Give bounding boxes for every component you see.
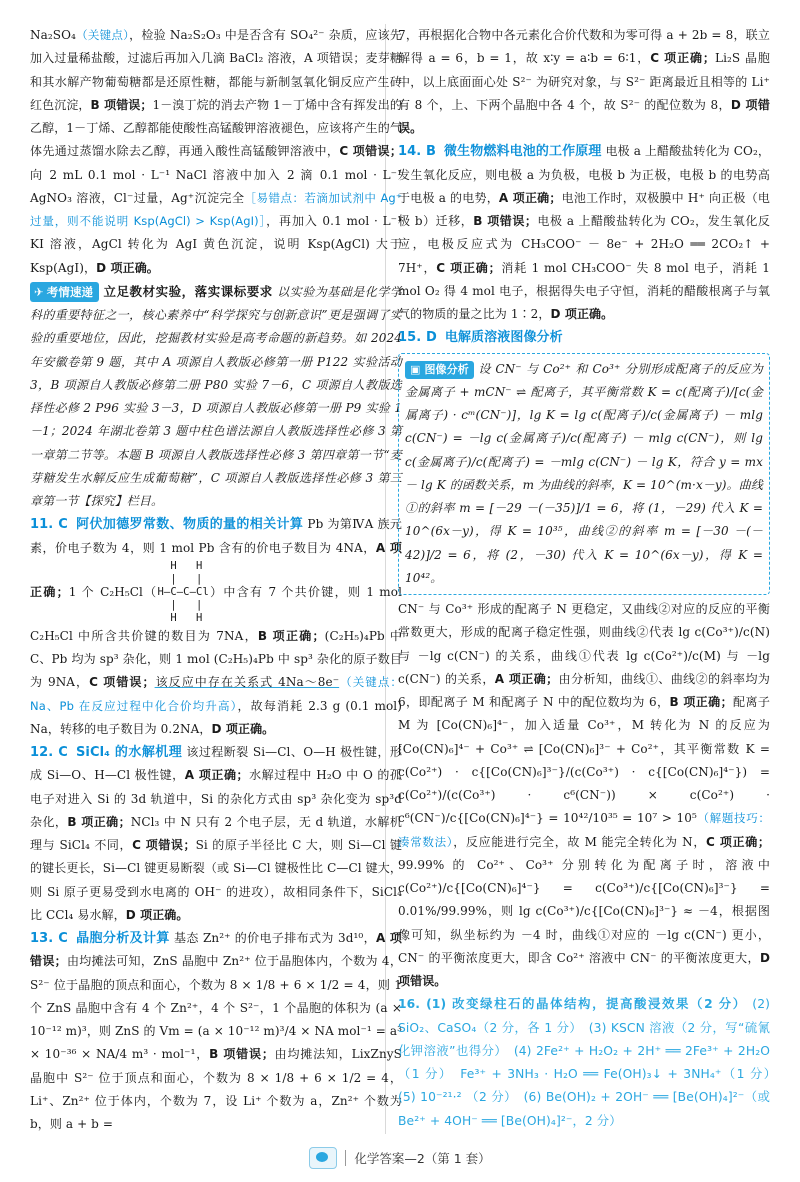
q10-explanation: Na₂SO₄（关键点），检验 Na₂S₂O₃ 中是否含有 SO₄²⁻ 杂质，应该先加入过量稀盐酸，过滤后再加入几滴 BaCl₂ 溶液，A 项错误；麦芽糖和其水解产物葡萄糖都是还原性糖，都能与新制氢氧化铜反应产生砖红色沉淀，B 项错误；1－溴丁烷的消去产物 1－丁烯中含有挥发出的乙醇，1－丁烯、乙醇都能使酸性高锰酸钾溶液褪色，应该将产生的气体先通过蒸馏水除去乙醇，再通入酸性高锰酸钾溶液中，C 项错误；向 2 mL 0.1 mol · L⁻¹ NaCl 溶液中加入 2 滴 0.1 mol · L⁻¹ AgNO₃ 溶液，Cl⁻过量，Ag⁺沉淀完全［易错点：若滴加试剂中 Ag⁺过量，则不能说明 Ksp(AgCl) > Ksp(AgI)］，再加入 0.1 mol · L⁻¹ KI 溶液，AgCl 转化为 AgI 黄色沉淀，说明 Ksp(AgCl) 大于 Ksp(AgI)，D 项正确。 <box>30 28 403 275</box>
footer-text: 化学答案—2（第 1 套） <box>354 1151 491 1166</box>
right-column <box>398 24 783 1133</box>
image-analysis-badge: ▣ 图像分析 <box>405 361 474 379</box>
paper-plane-icon: ✈ <box>34 284 44 299</box>
image-analysis-box: ▣ 图像分析 设 CN⁻ 与 Co²⁺ 和 Co³⁺ 分别形成配离子的反应为金属离子 + mCN⁻ ⇌ 配离子，其平衡常数 K = c(配离子)/[c(金属离子) · cᵐ(CN⁻)]，lg K = lg c(配离子)/c(金属离子) － mlg c(CN⁻) = －lg c(金属离子)/c(配离子) － mlg c(CN⁻)，则 lg c(金属离子)/c(配离子) = －mlg c(CN⁻) － lg K，符合 y = mx － lg K 的函数关系，m 为曲线的斜率，K = 10^(m·x－y)。曲线①的斜率 m = [－29 －(－35)]/1 = 6，将 (1，－29) 代入 K = 10^(6x－y)，得 K = 10³⁵，曲线②的斜率 m = [－30 －(－42)]/2 = 6，将 (2，－30) 代入 K = 10^(6x－y)，得 K = 10⁴²。 <box>398 353 770 596</box>
ethyl-chloride-structure: H H | | H—C—C—Cl | | H H <box>157 559 209 624</box>
q16-answer: 16. (1) 改变绿柱石的晶体结构，提高酸浸效果（2 分） (2) SiO₂、CaSO₄（2 分，各 1 分） (3) KSCN 溶液（2 分，写“硫氰化钾溶液”也得分） (4) 2Fe²⁺ + H₂O₂ + 2H⁺ ══ 2Fe³⁺ + 2H₂O（1 分） Fe³⁺ + 3NH₃ · H₂O ══ Fe(OH)₃↓ + 3NH₄⁺（1 分） (5) 10⁻²¹·² （2 分） (6) Be(OH)₂ + 2OH⁻ ══ [Be(OH)₄]²⁻（或 Be²⁺ + 4OH⁻ ══ [Be(OH)₄]²⁻，2 分） <box>398 997 783 1128</box>
q12-explanation: 12. C SiCl₄ 的水解机理 该过程断裂 Si—Cl、O—H 极性键，形成 Si—O、H—Cl 极性键，A 项正确；水解过程中 H₂O 中 O 的孤电子对进入 Si 的 3d 轨道中，Si 的杂化方式由 sp³ 杂化变为 sp³d 杂化，B 项正确；NCl₃ 中 N 只有 2 个电子层，无 d 轨道，水解机理与 SiCl₄ 不同，C 项错误；Si 的原子半径比 C 大，则 Si—Cl 键的键长更长，Si—Cl 键更易断裂（或 Si—Cl 键极性比 C—Cl 键大，则 Si 原子更易受到水电离的 OH⁻ 的进攻），故相同条件下，SiCl₄ 比 CCl₄ 易水解，D 项正确。 <box>30 745 402 922</box>
q15-heading: 15. D 电解质溶液图像分析 <box>398 330 563 346</box>
trend-badge: ✈ 考情速递 <box>30 282 99 302</box>
left-column <box>30 24 402 1136</box>
image-icon: ▣ <box>410 362 425 376</box>
publisher-logo-icon <box>309 1147 337 1169</box>
q11-explanation: 11. C 阿伏加德罗常数、物质的量的相关计算 Pb 为第ⅣA 族元素，价电子数为 4，则 1 mol Pb 含有的价电子数目为 4NA，A 项正确；1 个 C₂H₅Cl（ H H | | H—C—C—Cl | | H H）中含有 7 个共价键，则 1 mol C₂H₅Cl 中所含共价键的数目为 7NA，B 项正确；(C₂H₅)₄Pb 中 C、Pb 均为 sp³ 杂化，则 1 mol (C₂H₅)₄Pb 中 sp³ 杂化的原子数目为 9NA，C 项错误；该反应中存在关系式 4Na～8e⁻（关键点：Na、Pb 在反应过程中化合价均升高），故每消耗 2.3 g (0.1 mol) Na，转移的电子数目为 0.2NA，D 项正确。 <box>30 517 403 736</box>
footer-separator <box>345 1150 346 1166</box>
page-footer <box>0 1146 800 1170</box>
trend-note: ✈ 考情速递 立足教材实验，落实课标要求 以实验为基础是化学学科的重要特征之一，核心素养中“科学探究与创新意识”更是强调了实验的重要地位，因此，挖掘教材实验是高考命题的新趋势。如 2024 年安徽卷第 9 题，其中 A 项源自人教版必修第一册 P122 实验活动 3，B 项源自人教版必修第二册 P80 实验 7－6，C 项源自人教版选择性必修 2 P96 实验 3－3，D 项源自人教版必修第一册 P9 实验 1－1；2024 年湖北卷第 3 题中柱色谱法源自人教版选择性必修 3 第一章第二节等。本题 B 项源自人教版选择性必修 3 第四章第一节“麦芽糖发生水解反应生成葡萄糖”，C 项源自人教版选择性必修 3 第三章第一节【探究】栏目。 <box>30 283 402 508</box>
q15-explanation: CN⁻ 与 Co³⁺ 形成的配离子 N 更稳定，又曲线②对应的反应的平衡常数更大，形成的配离子稳定性强，则曲线②代表 lg c(Co³⁺)/c(N) 与 －lg c(CN⁻) 的关系，曲线①代表 lg c(Co²⁺)/c(M) 与 －lg c(CN⁻) 的关系，A 项正确；由分析知，曲线①、曲线②的斜率均为 6，即配离子 M 和配离子 N 中的配位数均为 6，B 项正确；配离子 M 为 [Co(CN)₆]⁴⁻，加入适量 Co³⁺，M 转化为 N 的反应为 [Co(CN)₆]⁴⁻ + Co³⁺ ⇌ [Co(CN)₆]³⁻ + Co²⁺，其平衡常数 K = c(Co²⁺) · c{[Co(CN)₆]³⁻}/(c(Co³⁺) · c{[Co(CN)₆]⁴⁻}) = c(Co²⁺)/(c(Co³⁺) · c⁶(CN⁻)) × c(Co²⁺) · c⁶(CN⁻)/c{[Co(CN)₆]⁴⁻} = 10⁴²/10³⁵ = 10⁷ > 10⁵（解题技巧：凑常数法），反应能进行完全，故 M 能完全转化为 N，C 项正确；99.99% 的 Co²⁺、Co³⁺ 分别转化为配离子时，溶液中 c(Co²⁺)/c{[Co(CN)₆]⁴⁻} = c(Co³⁺)/c{[Co(CN)₆]³⁻} = 0.01%/99.99%，则 lg c(Co³⁺)/c{[Co(CN)₆]³⁻} ≈ －4，根据图像可知，纵坐标约为 －4 时，曲线①对应的 －lg c(CN⁻) 更小，CN⁻ 的平衡浓度更大，即含 Co²⁺ 溶液中 CN⁻ 的平衡浓度更大，D 项错误。 <box>398 602 771 988</box>
q13-continued: 7，再根据化合物中各元素化合价代数和为零可得 a + 2b = 8，联立解得 a = 6，b = 1，故 x∶y = a∶b = 6∶1，C 项正确；Li₂S 晶胞中，以上底面面心处 S²⁻ 为研究对象，与 S²⁻ 距离最近且相等的 Li⁺ 有 8 个，上、下两个晶胞中各 4 个，故 S²⁻ 的配位数为 8，D 项错误。 <box>398 28 770 135</box>
q13-explanation: 13. C 晶胞分析及计算 基态 Zn²⁺ 的价电子排布式为 3d¹⁰，A 项错误；由均摊法可知，ZnS 晶胞中 Zn²⁺ 位于晶胞体内，个数为 4，S²⁻ 位于晶胞的顶点和面心，个数为 8 × 1/8 + 6 × 1/2 = 4，则 1 个 ZnS 晶胞中含有 4 个 Zn²⁺，4 个 S²⁻，1 个晶胞的体积为 (a × 10⁻¹² m)³，则 ZnS 的 Vm = (a × 10⁻¹² m)³/4 × NA mol⁻¹ = a³ × 10⁻³⁶ × NA/4 m³ · mol⁻¹，B 项错误；由均摊法知，LixZnyS 晶胞中 S²⁻ 位于顶点和面心，个数为 8 × 1/8 + 6 × 1/2 = 4，Li⁺、Zn²⁺ 位于体内，个数为 7，设 Li⁺ 个数为 a，Zn²⁺ 个数为 b，则 a + b = <box>30 931 402 1131</box>
q14-explanation: 14. B 微生物燃料电池的工作原理 电极 a 上醋酸盐转化为 CO₂，发生氧化反应，则电极 a 为负极，电极 b 为正极，电极 b 的电势高于电极 a 的电势，A 项正确；电池工作时，双极膜中 H⁺ 向正极（电极 b）迁移，B 项错误；电极 a 上醋酸盐转化为 CO₂，发生氧化反应，电极反应式为 CH₃COO⁻ － 8e⁻ + 2H₂O ══ 2CO₂↑ + 7H⁺，C 项正确；消耗 1 mol CH₃COO⁻ 失 8 mol 电子，消耗 1 mol O₂ 得 4 mol 电子，根据得失电子守恒，消耗的醋酸根离子与氧气的物质的量之比为 1∶2，D 项正确。 <box>398 144 770 321</box>
